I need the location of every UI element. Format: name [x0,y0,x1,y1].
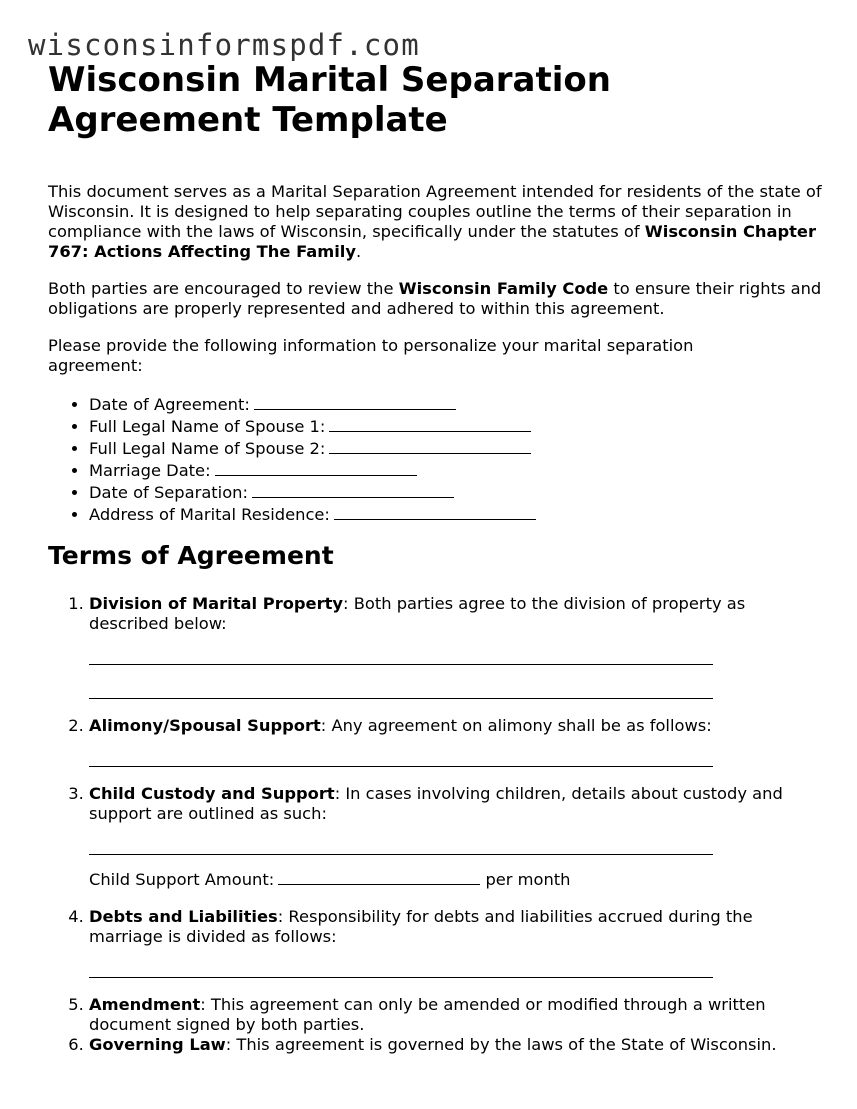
term-text: : Responsibility for debts and liabilities accrued during the marriage is divided as follows: [89,907,753,946]
terms-heading: Terms of Agreement [48,541,334,570]
term-text: : This agreement can only be amended or modified through a written document signed by both parties. [89,995,766,1034]
residence-address-blank[interactable] [334,503,536,520]
info-prompt: Please provide the following information to personalize your marital separation agreement: [48,336,694,375]
review-text: Both parties are encouraged to review the [48,279,399,298]
term-text: : Both parties agree to the division of property as described below: [89,594,746,633]
agreement-date-blank[interactable] [254,393,456,410]
term-title: Debts and Liabilities [89,907,278,926]
document-page [48,60,823,1055]
term-amendment [89,995,823,1035]
terms-list [48,594,823,1055]
intro-text: This document serves as a Marital Separation Agreement intended for residents of the state of Wisconsin. It is designed to help separating couples outline the terms of their separation in compliance with the laws of Wisconsin, specifically under the statutes of [48,182,822,241]
review-paragraph [48,279,823,319]
list-item [89,393,823,415]
term-title: Alimony/Spousal Support [89,716,321,735]
field-label: Marriage Date: [89,461,211,480]
term-alimony [89,716,823,767]
spouse-1-name-blank[interactable] [329,415,531,432]
term-title: Amendment [89,995,201,1014]
term-property [89,594,823,699]
field-label: Full Legal Name of Spouse 2: [89,439,326,458]
term-title: Governing Law [89,1035,226,1054]
intro-paragraph [48,182,823,262]
child-support-amount [89,868,823,890]
statute-reference: Wisconsin Chapter 767: Actions Affecting The Family [48,222,817,261]
list-item [89,503,823,525]
intro-end: . [355,242,362,261]
term-governing-law [89,1035,823,1055]
spouse-2-name-blank[interactable] [329,437,531,454]
child-support-label: Child Support Amount: [89,870,275,889]
list-item [89,481,823,503]
field-label: Full Legal Name of Spouse 1: [89,417,326,436]
custody-fill-line[interactable] [89,834,713,855]
document-title: Wisconsin Marital Separation Agreement Template [48,60,611,140]
site-watermark: wisconsinformspdf.com [28,28,420,62]
field-label: Address of Marital Residence: [89,505,330,524]
review-end: to ensure their rights and obligations are properly represented and adhered to within this agreement. [48,279,822,318]
info-field-list [48,393,823,525]
child-support-suffix: per month [485,870,571,889]
list-item [89,459,823,481]
property-fill-line[interactable] [89,644,713,665]
list-item [89,415,823,437]
alimony-fill-line[interactable] [89,746,713,767]
field-label: Date of Agreement: [89,395,250,414]
term-text: : This agreement is governed by the laws of the State of Wisconsin. [225,1035,777,1054]
term-title: Division of Marital Property [89,594,344,613]
child-support-blank[interactable] [278,868,480,885]
term-text: : Any agreement on alimony shall be as follows: [320,716,712,735]
term-debts [89,907,823,978]
family-code-reference: Wisconsin Family Code [398,279,609,298]
term-text: : In cases involving children, details about custody and support are outlined as such: [89,784,783,823]
debts-fill-line[interactable] [89,957,713,978]
marriage-date-blank[interactable] [215,459,417,476]
list-item [89,437,823,459]
term-child-custody [89,784,823,890]
field-label: Date of Separation: [89,483,248,502]
separation-date-blank[interactable] [252,481,454,498]
term-title: Child Custody and Support [89,784,335,803]
property-fill-line[interactable] [89,678,713,699]
